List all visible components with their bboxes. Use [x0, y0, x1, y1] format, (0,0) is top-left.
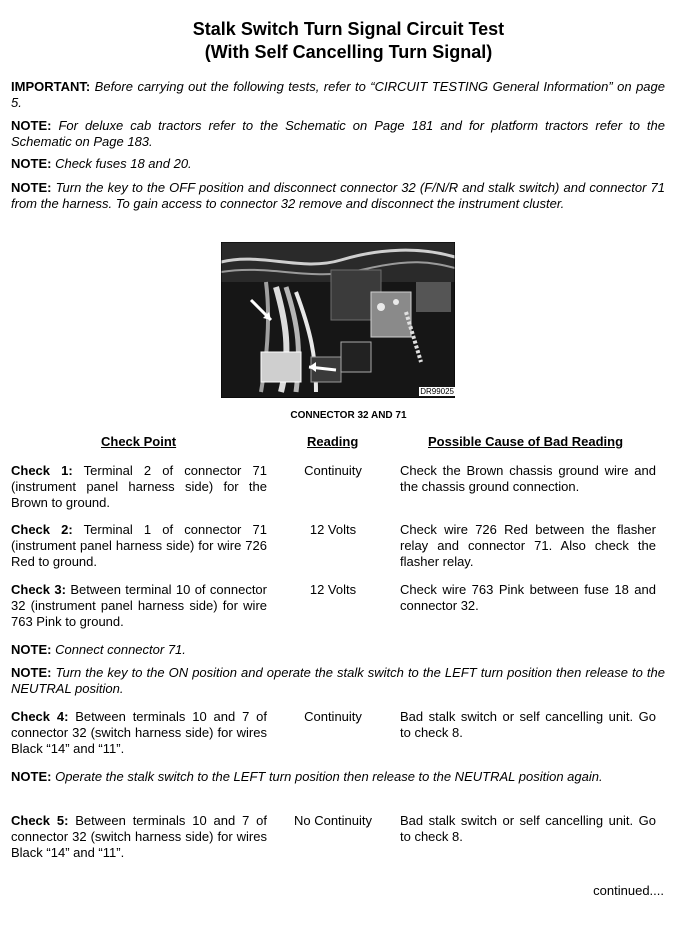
check-label: Check 1:: [11, 463, 73, 478]
photo-caption: CONNECTOR 32 AND 71: [290, 410, 407, 421]
reading-2: 12 Volts: [309, 522, 357, 537]
important-note: [11, 79, 665, 111]
cause-2: Check wire 726 Red between the flasher relay and connector 71. Also check the flasher relay.: [400, 522, 656, 569]
note-schematic: [11, 118, 665, 150]
continued-label: continued....: [593, 883, 664, 898]
check-1: [11, 463, 267, 511]
note-text: Before carrying out the following tests, refer to “CIRCUIT TESTING General Information” on page 5.: [11, 79, 665, 110]
reading-1: Continuity: [304, 463, 362, 478]
page-subtitle: (With Self Cancelling Turn Signal): [204, 42, 493, 62]
note-label: IMPORTANT:: [11, 79, 91, 94]
cause-1: Check the Brown chassis ground wire and the chassis ground connection.: [400, 463, 656, 494]
check-2: [11, 522, 267, 570]
reading-4: Continuity: [304, 709, 362, 724]
photo-tag: DR99025: [420, 387, 454, 396]
note-text: Check fuses 18 and 20.: [55, 156, 192, 171]
reading-3: 12 Volts: [309, 582, 357, 597]
check-text: Between terminal 10 of connector 32 (instrument panel harness side) for wire 763 Pink to ground.: [11, 582, 267, 629]
check-5: [11, 813, 267, 861]
note-text: Connect connector 71.: [55, 642, 186, 657]
check-text: Terminal 1 of connector 71 (instrument panel harness side) for wire 726 Red to ground.: [11, 522, 267, 569]
note-label: NOTE:: [11, 180, 52, 195]
note-text: For deluxe cab tractors refer to the Schematic on Page 181 and for platform tractors refer to the Schematic on Page 183.: [11, 118, 665, 149]
note-disconnect: [11, 180, 665, 212]
check-label: Check 4:: [11, 709, 69, 724]
check-label: Check 3:: [11, 582, 66, 597]
check-label: Check 2:: [11, 522, 73, 537]
note-operate: [11, 665, 665, 697]
check-label: Check 5:: [11, 813, 69, 828]
note-label: NOTE:: [11, 156, 52, 171]
page-title: Stalk Switch Turn Signal Circuit Test: [192, 19, 505, 39]
check-text: Between terminals 10 and 7 of connector 32 (switch harness side) for wires Black “14” and “11”.: [11, 709, 267, 756]
note-fuses: [11, 156, 665, 172]
header-check-point: Check Point: [101, 434, 177, 449]
reading-5: No Continuity: [293, 813, 373, 828]
note-label: NOTE:: [11, 118, 52, 133]
check-text: Between terminals 10 and 7 of connector 32 (switch harness side) for wires Black “14” and “11”.: [11, 813, 267, 860]
note-connect: [11, 642, 665, 658]
note-label: NOTE:: [11, 665, 52, 680]
check-text: Terminal 2 of connector 71 (instrument panel harness side) for the Brown to ground.: [11, 463, 267, 510]
check-3: [11, 582, 267, 630]
note-text: Turn the key to the ON position and operate the stalk switch to the LEFT turn position then release to the NEUTRAL position.: [11, 665, 665, 696]
cause-3: Check wire 763 Pink between fuse 18 and connector 32.: [400, 582, 656, 613]
note-operate-again: [11, 769, 665, 785]
cause-4: Bad stalk switch or self cancelling unit. Go to check 8.: [400, 709, 656, 740]
note-text: Operate the stalk switch to the LEFT turn position then release to the NEUTRAL position again.: [55, 769, 603, 784]
header-reading: Reading: [307, 434, 359, 449]
check-4: [11, 709, 267, 757]
connector-photo: [221, 242, 455, 398]
cause-5: Bad stalk switch or self cancelling unit. Go to check 8.: [400, 813, 656, 844]
note-text: Turn the key to the OFF position and disconnect connector 32 (F/N/R and stalk switch) and connector 71 from the harness. To gain access to connector 32 remove and disconnect the instrument cluster.: [11, 180, 665, 211]
note-label: NOTE:: [11, 642, 52, 657]
note-label: NOTE:: [11, 769, 52, 784]
header-possible-cause: Possible Cause of Bad Reading: [428, 434, 624, 449]
